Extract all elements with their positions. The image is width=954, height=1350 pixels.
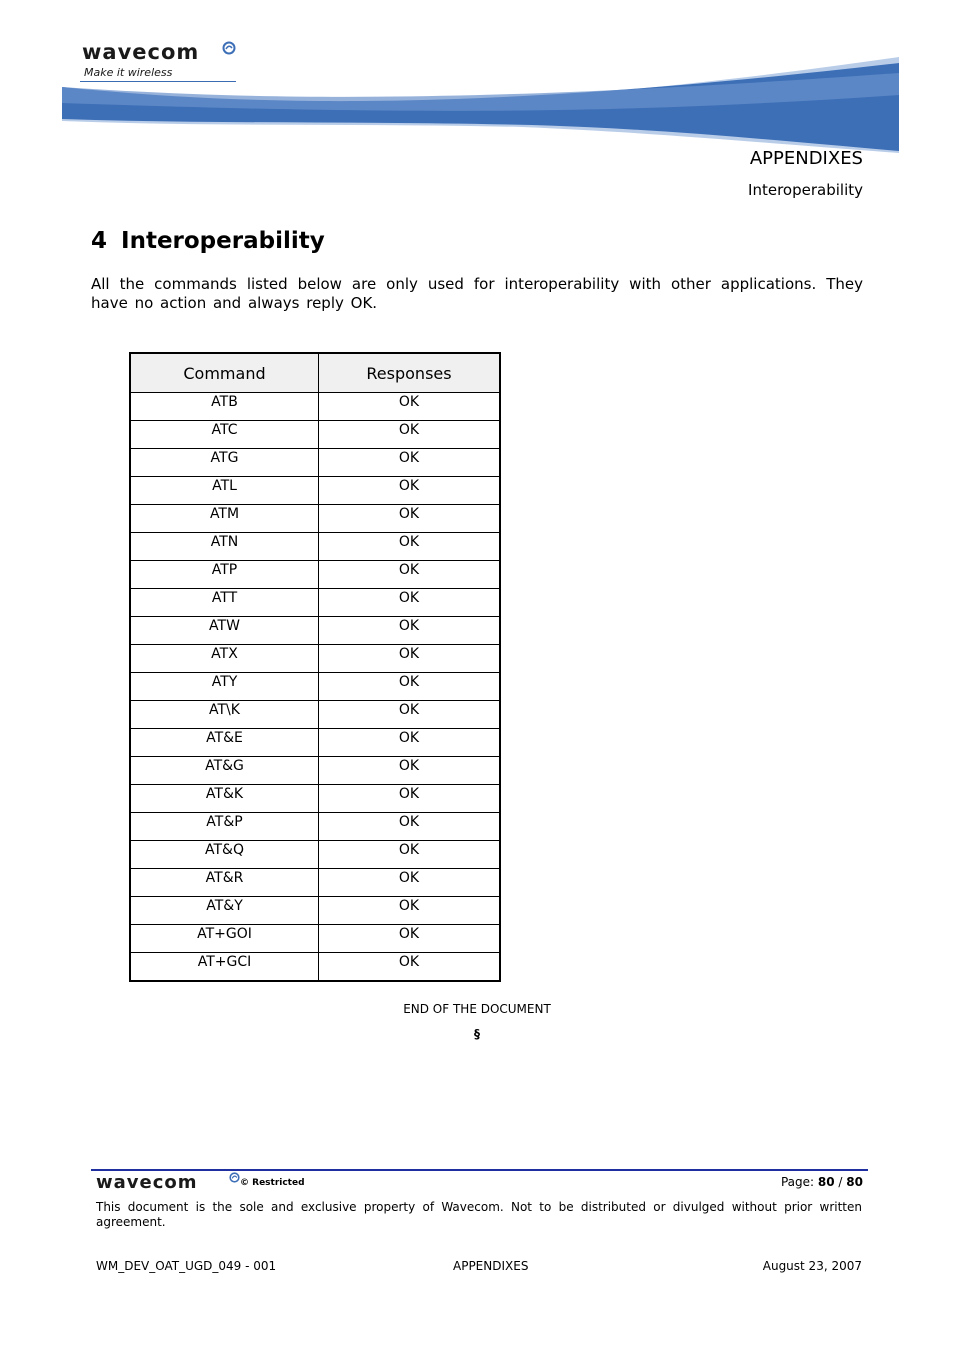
column-header-command: Command xyxy=(130,353,319,393)
command-cell: AT&G xyxy=(130,757,319,785)
table-header-row xyxy=(130,353,500,393)
footer-rule xyxy=(91,1169,868,1171)
section-mark: § xyxy=(474,1027,480,1041)
response-cell: OK xyxy=(319,421,501,449)
response-cell: OK xyxy=(319,589,501,617)
logo-swirl-icon xyxy=(222,41,236,55)
command-cell: ATC xyxy=(130,421,319,449)
page-current: 80 xyxy=(817,1175,835,1189)
response-cell: OK xyxy=(319,925,501,953)
table-row xyxy=(130,729,500,757)
table-row xyxy=(130,477,500,505)
command-cell: AT&Q xyxy=(130,841,319,869)
intro-paragraph: All the commands listed below are only used for interoperability with other applications. They have no action and always reply OK. xyxy=(91,275,863,312)
command-cell: AT&E xyxy=(130,729,319,757)
wavecom-logo: wavecom xyxy=(82,40,200,64)
response-cell: OK xyxy=(319,757,501,785)
table-row xyxy=(130,533,500,561)
command-cell: ATW xyxy=(130,617,319,645)
footer-notice: This document is the sole and exclusive property of Wavecom. Not to be distributed or divulged without prior written agreement. xyxy=(96,1200,862,1229)
command-cell: ATG xyxy=(130,449,319,477)
document-date: August 23, 2007 xyxy=(762,1259,862,1273)
table-row xyxy=(130,785,500,813)
heading-number: 4 xyxy=(91,228,108,254)
table-row xyxy=(130,925,500,953)
command-cell: AT+GOI xyxy=(130,925,319,953)
table-row xyxy=(130,953,500,982)
table-row xyxy=(130,757,500,785)
table-row xyxy=(130,505,500,533)
response-cell: OK xyxy=(319,869,501,897)
table-row xyxy=(130,841,500,869)
table-row xyxy=(130,701,500,729)
response-cell: OK xyxy=(319,645,501,673)
command-cell: AT\K xyxy=(130,701,319,729)
command-cell: ATM xyxy=(130,505,319,533)
response-cell: OK xyxy=(319,561,501,589)
response-cell: OK xyxy=(319,533,501,561)
page-separator: / xyxy=(838,1175,843,1189)
table-row xyxy=(130,813,500,841)
page-heading xyxy=(91,228,325,254)
response-cell: OK xyxy=(319,897,501,925)
command-cell: AT&P xyxy=(130,813,319,841)
interoperability-table xyxy=(129,352,501,982)
section-subtitle: Interoperability xyxy=(748,181,863,199)
command-cell: ATT xyxy=(130,589,319,617)
response-cell: OK xyxy=(319,505,501,533)
footer-section: APPENDIXES xyxy=(453,1259,529,1273)
header-wave-banner xyxy=(62,55,899,155)
response-cell: OK xyxy=(319,449,501,477)
restricted-label: © Restricted xyxy=(240,1178,305,1188)
table-row xyxy=(130,869,500,897)
response-cell: OK xyxy=(319,701,501,729)
section-title: APPENDIXES xyxy=(749,148,863,169)
command-cell: AT&Y xyxy=(130,897,319,925)
command-cell: ATN xyxy=(130,533,319,561)
column-header-responses: Responses xyxy=(319,353,501,393)
page-number xyxy=(781,1175,863,1189)
response-cell: OK xyxy=(319,393,501,421)
response-cell: OK xyxy=(319,841,501,869)
logo-tagline: Make it wireless xyxy=(84,66,173,79)
table-row xyxy=(130,897,500,925)
command-cell: AT+GCI xyxy=(130,953,319,982)
command-cell: ATX xyxy=(130,645,319,673)
document-reference: WM_DEV_OAT_UGD_049 - 001 xyxy=(96,1259,277,1273)
footer-logo-swirl-icon xyxy=(229,1172,240,1183)
command-cell: AT&R xyxy=(130,869,319,897)
response-cell: OK xyxy=(319,953,501,982)
table-row xyxy=(130,589,500,617)
table-row xyxy=(130,645,500,673)
response-cell: OK xyxy=(319,729,501,757)
command-cell: ATL xyxy=(130,477,319,505)
command-cell: AT&K xyxy=(130,785,319,813)
table-row xyxy=(130,393,500,421)
response-cell: OK xyxy=(319,785,501,813)
response-cell: OK xyxy=(319,617,501,645)
table-row xyxy=(130,561,500,589)
response-cell: OK xyxy=(319,813,501,841)
heading-text: Interoperability xyxy=(121,228,325,254)
table-row xyxy=(130,617,500,645)
table-row xyxy=(130,673,500,701)
response-cell: OK xyxy=(319,477,501,505)
end-of-document: END OF THE DOCUMENT xyxy=(403,1002,551,1016)
page-total: 80 xyxy=(846,1175,863,1189)
command-cell: ATB xyxy=(130,393,319,421)
command-cell: ATP xyxy=(130,561,319,589)
response-cell: OK xyxy=(319,673,501,701)
table-row xyxy=(130,449,500,477)
page-label: Page: xyxy=(780,1175,815,1189)
footer-wavecom-logo: wavecom xyxy=(96,1172,198,1193)
command-cell: ATY xyxy=(130,673,319,701)
table-row xyxy=(130,421,500,449)
